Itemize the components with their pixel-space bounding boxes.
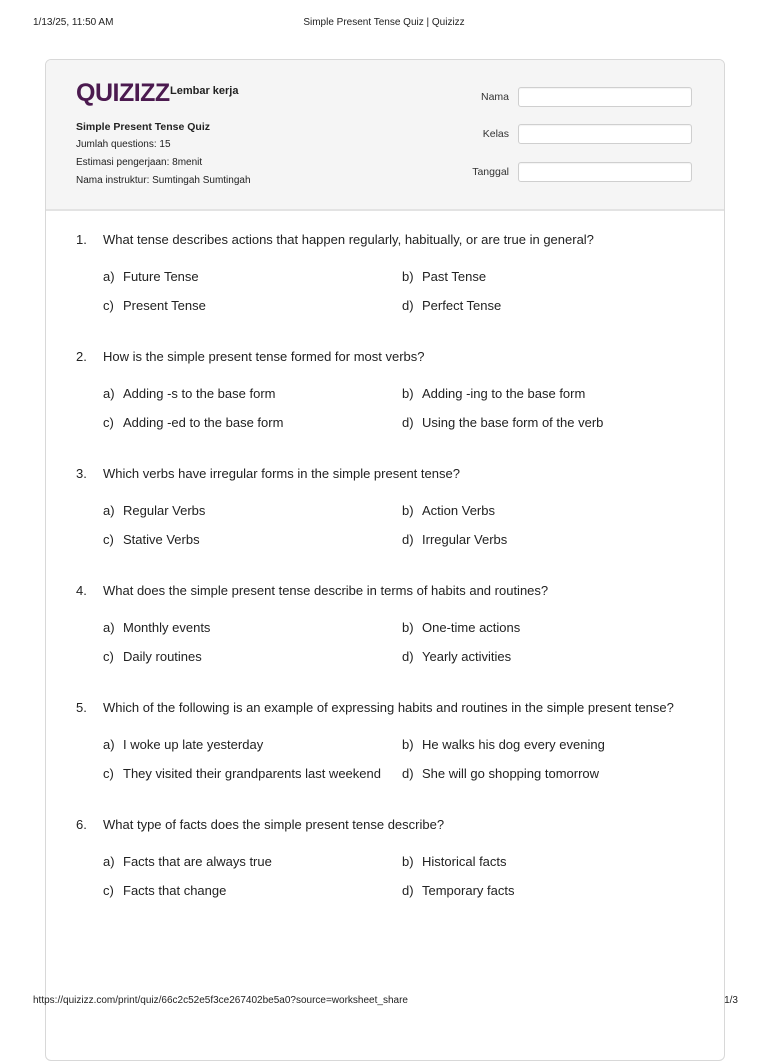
question-text: What type of facts does the simple present tense describe? (103, 817, 445, 832)
option-c (103, 766, 381, 781)
question-text: Which verbs have irregular forms in the simple present tense? (103, 466, 460, 481)
option-b (402, 620, 520, 635)
question-text: Which of the following is an example of expressing habits and routines in the simple present tense? (103, 700, 674, 715)
question-item (76, 817, 716, 934)
option-text: Yearly activities (422, 649, 512, 664)
option-d (402, 532, 507, 547)
question-number: 3. (76, 466, 87, 481)
option-letter: c) (103, 298, 114, 313)
page-number: 1/3 (724, 995, 738, 1006)
option-letter: b) (402, 503, 414, 518)
option-c (103, 649, 202, 664)
option-letter: d) (402, 883, 414, 898)
option-text: Stative Verbs (123, 532, 200, 547)
option-letter: c) (103, 532, 114, 547)
option-letter: a) (103, 386, 115, 401)
date-label: Tanggal (472, 166, 509, 178)
print-header (0, 17, 768, 31)
option-letter: d) (402, 298, 414, 313)
option-text: Adding -ing to the base form (422, 386, 586, 401)
option-text: Adding -s to the base form (123, 386, 276, 401)
option-c (103, 415, 283, 430)
option-letter: b) (402, 386, 414, 401)
option-letter: b) (402, 620, 414, 635)
option-letter: b) (402, 269, 414, 284)
class-field[interactable] (518, 124, 692, 144)
option-d (402, 766, 599, 781)
option-letter: b) (402, 854, 414, 869)
option-text: She will go shopping tomorrow (422, 766, 600, 781)
option-text: Using the base form of the verb (422, 415, 604, 430)
question-item (76, 583, 716, 700)
option-text: Future Tense (123, 269, 199, 284)
print-datetime: 1/13/25, 11:50 AM (33, 17, 114, 28)
option-b (402, 386, 585, 401)
option-letter: c) (103, 649, 114, 664)
option-c (103, 298, 206, 313)
option-letter: a) (103, 854, 115, 869)
option-letter: a) (103, 620, 115, 635)
option-text: I woke up late yesterday (123, 737, 264, 752)
option-text: One-time actions (422, 620, 521, 635)
option-text: Daily routines (123, 649, 202, 664)
option-letter: a) (103, 269, 115, 284)
instructor-name: Nama instruktur: Sumtingah Sumtingah (76, 175, 251, 186)
question-item (76, 700, 716, 817)
question-number: 4. (76, 583, 87, 598)
option-a (103, 737, 263, 752)
quiz-meta (76, 118, 251, 190)
question-number: 6. (76, 817, 87, 832)
question-count: Jumlah questions: 15 (76, 139, 171, 150)
question-item (76, 232, 716, 349)
question-text: What tense describes actions that happen regularly, habitually, or are true in general? (103, 232, 594, 247)
question-text: What does the simple present tense describe in terms of habits and routines? (103, 583, 549, 598)
option-text: Action Verbs (422, 503, 495, 518)
option-text: Present Tense (123, 298, 206, 313)
option-text: Monthly events (123, 620, 211, 635)
question-number: 1. (76, 232, 87, 247)
worksheet (45, 59, 725, 1061)
option-letter: a) (103, 737, 115, 752)
option-text: Irregular Verbs (422, 532, 508, 547)
option-d (402, 649, 511, 664)
option-letter: d) (402, 532, 414, 547)
option-text: Adding -ed to the base form (123, 415, 284, 430)
option-text: Regular Verbs (123, 503, 206, 518)
logo-wordmark: QUIZIZZ (76, 79, 170, 107)
question-text: How is the simple present tense formed for most verbs? (103, 349, 425, 364)
option-text: He walks his dog every evening (422, 737, 605, 752)
worksheet-header (46, 60, 724, 211)
option-letter: d) (402, 415, 414, 430)
option-text: Historical facts (422, 854, 507, 869)
option-letter: c) (103, 883, 114, 898)
class-label: Kelas (482, 128, 509, 140)
option-text: They visited their grandparents last weekend (123, 766, 381, 781)
question-number: 5. (76, 700, 87, 715)
question-number: 2. (76, 349, 87, 364)
option-letter: d) (402, 766, 414, 781)
option-a (103, 854, 272, 869)
option-text: Facts that change (123, 883, 227, 898)
option-a (103, 620, 210, 635)
option-d (402, 883, 514, 898)
option-b (402, 737, 605, 752)
question-list (76, 232, 716, 934)
name-label: Nama (480, 91, 509, 103)
name-field[interactable] (518, 87, 692, 107)
option-text: Temporary facts (422, 883, 515, 898)
print-url: https://quizizz.com/print/quiz/66c2c52e5f3ce267402be5a0?source=worksheet_share (33, 995, 408, 1006)
option-letter: c) (103, 766, 114, 781)
option-d (402, 298, 501, 313)
option-a (103, 503, 205, 518)
option-letter: d) (402, 649, 414, 664)
option-c (103, 883, 226, 898)
question-item (76, 466, 716, 583)
option-letter: a) (103, 503, 115, 518)
option-b (402, 854, 507, 869)
option-a (103, 386, 275, 401)
option-b (402, 503, 495, 518)
option-letter: b) (402, 737, 414, 752)
option-d (402, 415, 603, 430)
worksheet-label: Lembar kerja (170, 85, 239, 97)
time-estimate: Estimasi pengerjaan: 8menit (76, 157, 203, 168)
print-footer (0, 995, 768, 1009)
question-item (76, 349, 716, 466)
option-a (103, 269, 199, 284)
date-field[interactable] (518, 162, 692, 182)
print-page-title: Simple Present Tense Quiz | Quizizz (303, 17, 465, 28)
option-b (402, 269, 486, 284)
quiz-title: Simple Present Tense Quiz (76, 121, 211, 133)
option-text: Past Tense (422, 269, 487, 284)
option-letter: c) (103, 415, 114, 430)
option-text: Perfect Tense (422, 298, 502, 313)
option-c (103, 532, 200, 547)
option-text: Facts that are always true (123, 854, 272, 869)
